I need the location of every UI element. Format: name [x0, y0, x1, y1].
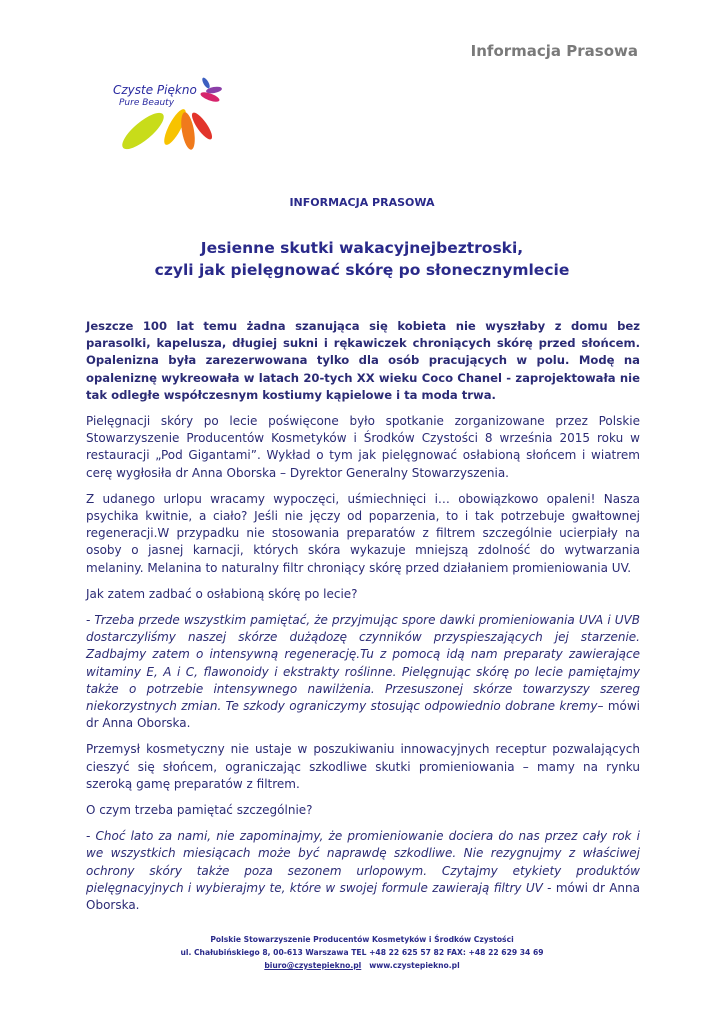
quote-text: - Choć lato za nami, nie zapominajmy, że promieniowanie dociera do nas przez cały rok i we wszystkich miesiącach może być naprawdę szkodliwe. Nie rezygnujmy z właściwej ochrony skóry także poza sezonem urlopowym. Czytajmy etykiety produktów pielęgnacyjnych i wybierajmy te, które w swojej formule zawierają filtry UV [86, 829, 640, 895]
footer [0, 933, 724, 972]
headline-line-1: Jesienne skutki wakacyjnejbeztroski, [200, 239, 524, 257]
question: O czym trzeba pamiętać szczególnie? [86, 803, 313, 818]
footer-address: ul. Chałubińskiego 8, 00-613 Warszawa TEL +48 22 625 57 82 FAX: +48 22 629 34 69 [180, 948, 544, 957]
question: Jak zatem zadbać o osłabioną skórę po lecie? [86, 586, 358, 601]
lead-paragraph: Jeszcze 100 lat temu żadna szanująca się kobieta nie wyszłaby z domu bez parasolki, kapelusza, długiej sukni i rękawiczek chroniących skórę przed słońcem. Opalenizna była zarezerwowana tylko dla osób pracujących w polu. Modę na opaleniznę wykreowała w latach 20-tych XX wieku Coco Chanel - zaprojektowała nie tak odległe współczesnym kostiumy kąpielowe i ta moda trwa. [86, 319, 640, 402]
quote-paragraph [86, 828, 640, 914]
quote-text: - Trzeba przede wszystkim pamiętać, że przyjmując spore dawki promieniowania UVA i UVB dostarczyliśmy naszej skórze dużądozę czynników przyspieszających jej starzenie. Zadbajmy zatem o intensywną regenerację.Tu z pomocą idą nam preparaty zawierające witaminy E, A i C, flawonoidy i ekstrakty roślinne. Pielęgnując skórę po lecie pamiętajmy także o potrzebie intensywnego nawilżenia. Przesuszonej skórze towarzyszy szereg niekorzystnych zmian. Te szkody ograniczymy stosując odpowiednio dobrane kremy [86, 613, 640, 714]
header-label: Informacja Prasowa [470, 42, 638, 60]
headline [0, 237, 724, 281]
headline-line-2: czyli jak pielęgnować skórę po słonecznymlecie [154, 261, 570, 279]
footer-org: Polskie Stowarzyszenie Producentów Kosmetyków i Środków Czystości [210, 935, 514, 944]
paragraph: Przemysł kosmetyczny nie ustaje w poszukiwaniu innowacyjnych receptur pozwalających cieszyć się słońcem, ograniczając szkodliwe skutki promieniowania – mamy na rynku szeroką gamę preparatów z filtrem. [86, 742, 640, 791]
quote-paragraph [86, 612, 640, 732]
quote-author: – mówi dr Anna Oborska. [86, 699, 640, 731]
quote-author: - mówi dr Anna Oborska. [86, 880, 640, 913]
logo-tagline: Pure Beauty [119, 98, 175, 108]
czyste-piekno-logo [113, 75, 233, 155]
section-label: INFORMACJA PRASOWA [289, 196, 435, 209]
footer-contacts [0, 959, 724, 972]
paragraph: Z udanego urlopu wracamy wypoczęci, uśmiechnięci i… obowiązkowo opaleni! Nasza psychika kwitnie, a ciało? Jeśli nie jęczy od poparzenia, to i tak potrzebuje gwałtownej regeneracji.W przypadku nie stosowania preparatów z filtrem szczególnie ucierpiały na osoby o jasnej karnacji, których skóra wykazuje mniejszą zdolność do wytwarzania melaniny. Melanina to naturalny filtr chroniący skórę przed działaniem promieniowania UV. [86, 491, 640, 575]
website-link[interactable]: www.czystepiekno.pl [369, 961, 460, 970]
email-link[interactable]: biuro@czystepiekno.pl [264, 961, 362, 970]
article-body [86, 318, 640, 923]
paragraph: Pielęgnacji skóry po lecie poświęcone było spotkanie zorganizowane przez Polskie Stowarzyszenie Producentów Kosmetyków i Środków Czystości 8 września 2015 roku w restauracji „Pod Gigantami”. Wykład o tym jak pielęgnować osłabioną słońcem i wiatrem cerę wygłosiła dr Anna Oborska – Dyrektor Generalny Stowarzyszenia. [86, 414, 640, 480]
logo-name: Czyste Piękno [113, 83, 197, 97]
